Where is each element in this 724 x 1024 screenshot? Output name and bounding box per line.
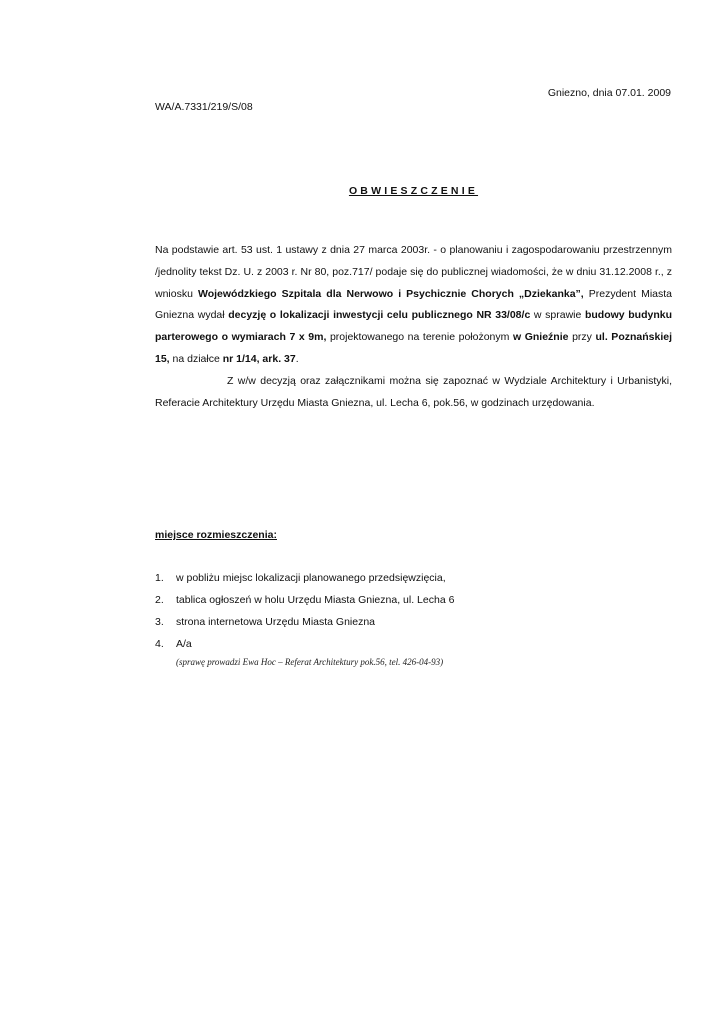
applicant-name: Wojewódzkiego Szpitala dla Nerwowo i Psychicznie Chorych „Dziekanka”, [197,287,584,300]
plot-number: nr 1/14, ark. 37 [222,352,296,365]
decision-name: decyzję o lokalizacji inwestycji celu publicznego NR 33/08/c [228,309,531,322]
body-text-segment: . [295,352,299,365]
list-item-number: 4. [155,638,164,650]
location-city: w Gnieźnie [512,331,569,344]
location-street: ul. Poznańskiej 15, [155,331,672,365]
locations-heading: miejsce rozmieszczenia: [155,529,277,541]
list-item-number: 2. [155,594,164,606]
list-item-text: w pobliżu miejsc lokalizacji planowanego przedsięwzięcia, [176,572,446,584]
list-item-text: A/a [176,638,192,650]
body-text-segment: w sprawie [530,309,585,322]
body-text-segment: Prezydent Miasta Gniezna wydał [155,287,672,322]
document-title: OBWIESZCZENIE [348,185,479,197]
list-item [155,614,454,636]
body-text-segment: na działce [169,352,223,365]
case-handler-note: (sprawę prowadzi Ewa Hoc – Referat Architektury pok.56, tel. 426-04-93) [176,657,444,667]
announcement-paragraph-1 [155,240,672,371]
list-item-text: tablica ogłoszeń w holu Urzędu Miasta Gniezna, ul. Lecha 6 [176,594,455,606]
place-and-date: Gniezno, dnia 07.01. 2009 [547,87,671,99]
investment-description: budowy budynku parterowego o wymiarach 7 x 9m, [155,309,673,344]
locations-list [155,570,454,658]
list-item [155,592,454,614]
list-item-number: 3. [155,616,164,628]
list-item-number: 1. [155,572,164,584]
list-item [155,636,454,658]
body-text-segment: przy [568,331,596,344]
list-item [155,570,454,592]
announcement-paragraph-2: Z w/w decyzją oraz załącznikami można się zapoznać w Wydziale Architektury i Urbanistyki, Referacie Architektury Urzędu Miasta Gniezna, ul. Lecha 6, pok.56, w godzinach urzędowania. [155,374,672,409]
reference-number: WA/A.7331/219/S/08 [155,101,253,113]
body-text-segment: projektowanego na terenie położonym [326,331,513,344]
body-text-segment: Na podstawie art. 53 ust. 1 ustawy z dnia 27 marca 2003r. - o planowaniu i zagospodarowaniu przestrzennym /jednolity tekst Dz. U. z 2003 r. Nr 80, poz.717/ podaje się do publicznej wiadomości, że w dniu 31.12.2008 r., z wniosku [155,244,672,300]
announcement-body [155,240,672,414]
list-item-text: strona internetowa Urzędu Miasta Gniezna [176,616,376,628]
